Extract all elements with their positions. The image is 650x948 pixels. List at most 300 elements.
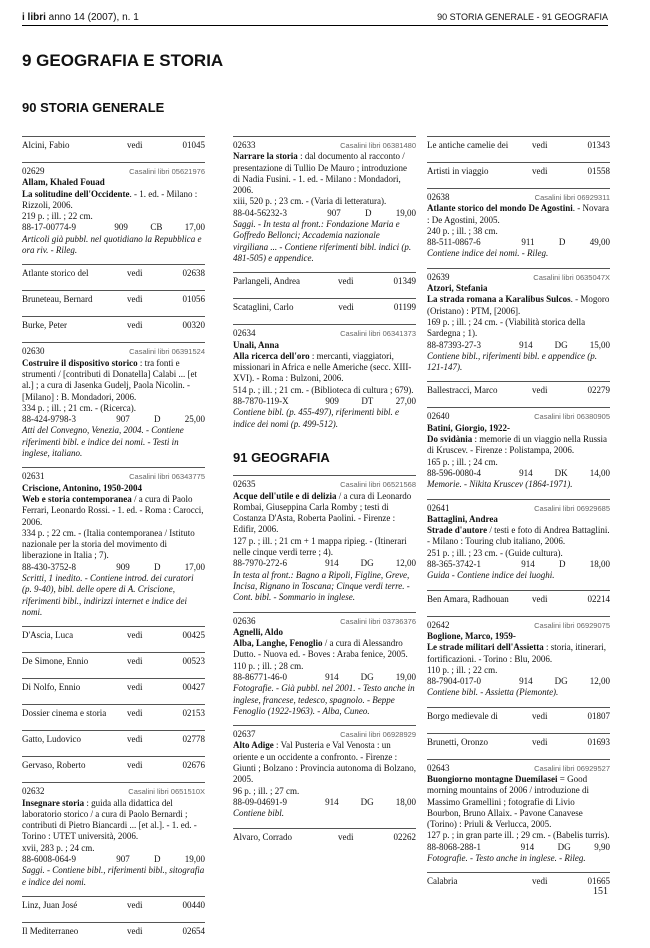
price: 27,00 — [395, 396, 416, 407]
entry-physical: 514 p. ; ill. ; 21 cm. - (Biblioteca di cultura ; 679). — [233, 384, 414, 395]
cross-reference — [22, 678, 205, 704]
vedi-label: vedi — [338, 302, 354, 313]
entry-title: Le strade militari dell'Assietta — [427, 642, 544, 653]
vedi-label: vedi — [127, 294, 143, 305]
entry-description — [427, 434, 610, 457]
isbn: 88-511-0867-6 — [427, 237, 481, 248]
reference-number: 01056 — [182, 294, 205, 305]
entry-title: La strada romana a Karalibus Sulcos — [427, 294, 571, 305]
entry-id-line — [427, 763, 610, 774]
entry-author: Battaglini, Andrea — [427, 513, 498, 524]
vedi-label: vedi — [338, 276, 354, 287]
entry-note: Saggi. - Contiene bibl., riferimenti bibl., sitografia e indice dei nomi. — [22, 865, 205, 887]
reference-name: Gatto, Ludovico — [22, 734, 81, 745]
cross-reference — [427, 590, 610, 616]
entry-title: La solitudine dell'Occidente — [22, 188, 130, 199]
running-header-right: 90 STORIA GENERALE - 91 GEOGRAFIA — [437, 12, 608, 22]
casalini-code: Casalini libri 06381480 — [340, 141, 416, 150]
entry-codes — [233, 558, 416, 569]
casalini-code: Casalini libri 0635047X — [533, 272, 610, 282]
entry-description — [233, 638, 416, 661]
vedi-label: vedi — [532, 876, 548, 887]
price: 15,00 — [589, 339, 610, 350]
journal-issue: anno 14 (2007), n. 1 — [45, 12, 139, 23]
dewey-class: 907 — [116, 853, 130, 864]
reference-name: Dossier cinema e storia — [22, 708, 107, 719]
reference-number: 01045 — [182, 140, 205, 150]
price: 19,00 — [395, 671, 416, 682]
entry-codes — [22, 562, 205, 573]
entry-codes — [427, 559, 610, 570]
vedi-label: vedi — [127, 925, 143, 936]
entry-note: Contiene bibl. - Assietta (Piemonte). — [427, 687, 559, 698]
reference-name: Ben Amara, Radhouan — [427, 593, 509, 604]
entry-publication: = Good morning mountains of 2006 / introduzione di Massimo Gramellini ; fotografie di Livio Bourbon, Bruno Allaix. - Pavone Canavese (Torino) : Priuli & Verlucca, 2005. — [427, 773, 589, 830]
vedi-label: vedi — [127, 630, 143, 641]
subject-code: D — [154, 853, 161, 864]
subject-code: DG — [360, 796, 374, 807]
vedi-label: vedi — [532, 140, 548, 150]
subject-code: CB — [150, 222, 163, 233]
cross-reference — [22, 730, 205, 756]
reference-number: 02778 — [182, 734, 205, 745]
price: 12,00 — [589, 676, 610, 687]
subject-code: D — [558, 237, 566, 248]
subject-code: D — [154, 561, 161, 572]
casalini-code: Casalini libri 03736376 — [340, 616, 416, 626]
isbn: 88-8068-288-1 — [427, 841, 481, 852]
entry-physical: 110 p. ; ill. ; 28 cm. — [233, 660, 304, 671]
entry-title: Costruire il dispositivo storico — [22, 357, 138, 368]
entry-id-line — [233, 140, 416, 151]
column-3 — [427, 136, 610, 898]
entry-description — [22, 798, 205, 843]
subject-code: DT — [361, 396, 374, 407]
catalog-entry — [233, 136, 416, 272]
entry-physical: 169 p. ; ill. ; 24 cm. - (Viabilità storica della Sardegna ; 1). — [427, 316, 586, 339]
entry-description — [427, 294, 610, 317]
entry-physical: 240 p. ; ill. ; 38 cm. — [427, 225, 498, 236]
reference-name: Borgo medievale di — [427, 710, 498, 721]
isbn: 88-09-04691-9 — [233, 796, 287, 807]
entry-codes — [22, 222, 205, 233]
cross-reference — [22, 316, 205, 342]
section-heading-90: 90 STORIA GENERALE — [22, 100, 165, 115]
isbn: 88-424-9798-3 — [22, 414, 76, 425]
entry-title: Buongiorno montagne Duemilasei — [427, 773, 558, 784]
price: 17,00 — [184, 222, 205, 233]
cross-reference — [22, 290, 205, 316]
entry-note: Contiene bibl. — [233, 808, 284, 819]
catalog-entry — [427, 616, 610, 707]
entry-note: In testa al front.: Bagno a Ripoli, Figline, Greve, Incisa, Rignano in Toscana; Cinque verdi terre. - Cont. bibl. - Sommario in inglese. — [233, 569, 410, 603]
isbn: 88-596-0080-4 — [427, 467, 481, 478]
casalini-code: Casalini libri 06341373 — [340, 329, 416, 339]
reference-name: D'Ascia, Luca — [22, 630, 74, 641]
reference-name: Parlangeli, Andrea — [233, 276, 300, 287]
entry-number: 02642 — [427, 619, 450, 630]
entry-physical: 127 p. ; ill. ; 21 cm + 1 mappa ripieg. - (Itinerari nelle cinque verdi terre ; 4). — [233, 535, 407, 558]
cross-reference — [22, 704, 205, 730]
entry-physical: xiii, 520 p. ; 23 cm. - (Varia di letteratura). — [233, 196, 387, 207]
entry-description — [233, 151, 416, 196]
entry-codes — [233, 208, 416, 219]
dewey-class: 907 — [116, 414, 130, 425]
reference-number: 02638 — [182, 268, 205, 279]
entry-note: Contiene bibl. (p. 455-497), riferimenti bibl. e indice dei nomi (p. 499-512). — [233, 407, 399, 429]
reference-number: 01558 — [587, 166, 610, 176]
entry-author: Agnelli, Aldo — [233, 626, 284, 637]
reference-number: 00320 — [182, 320, 205, 331]
price: 18,00 — [589, 559, 610, 570]
catalog-entry — [427, 407, 610, 498]
price: 12,00 — [395, 558, 416, 569]
reference-name: Il Mediterraneo — [22, 925, 79, 936]
vedi-label: vedi — [532, 593, 548, 604]
vedi-label: vedi — [127, 656, 143, 667]
entry-number: 02635 — [233, 479, 256, 490]
isbn: 88-17-00774-9 — [22, 222, 76, 233]
vedi-label: vedi — [127, 320, 143, 331]
entry-title: Atlante storico del mondo De Agostini — [427, 203, 573, 214]
reference-number: 01343 — [587, 140, 610, 150]
cross-reference — [233, 828, 416, 854]
casalini-code: Casalini libri 05621976 — [129, 167, 205, 176]
cross-reference — [22, 626, 205, 652]
column-2 — [233, 136, 416, 854]
isbn: 88-365-3742-1 — [427, 559, 481, 570]
chapter-title: 9 GEOGRAFIA E STORIA — [22, 51, 224, 70]
entry-title: Alto Adige — [233, 740, 274, 751]
casalini-code: Casalini libri 06929685 — [534, 503, 610, 513]
entry-description — [427, 203, 610, 226]
cross-reference — [22, 264, 205, 290]
dewey-class: 914 — [325, 671, 339, 682]
entry-title: Acque dell'utile e di delizia — [233, 490, 337, 501]
entry-physical: 96 p. ; ill. ; 27 cm. — [233, 785, 300, 796]
entry-physical: 251 p. ; ill. ; 23 cm. - (Guide cultura). — [427, 547, 563, 558]
casalini-code: Casalini libri 06929311 — [534, 193, 610, 202]
entry-codes — [427, 842, 610, 853]
entry-description — [22, 358, 205, 403]
subject-code: DG — [360, 558, 374, 569]
entry-description — [427, 774, 610, 830]
entry-number: 02643 — [427, 762, 450, 773]
catalog-entry — [22, 342, 205, 467]
entry-id-line — [22, 166, 205, 177]
price: 25,00 — [184, 414, 205, 425]
cross-reference — [427, 162, 610, 188]
cross-reference — [22, 756, 205, 782]
subject-code: D — [365, 207, 372, 218]
vedi-label: vedi — [532, 166, 548, 176]
vedi-label: vedi — [338, 831, 354, 842]
catalog-entry — [233, 612, 416, 726]
dewey-class: 914 — [325, 558, 339, 569]
reference-number: 01199 — [393, 302, 416, 313]
entry-physical: 334 p. ; 22 cm. - (Italia contemporanea / Istituto nazionale per la storia del movimento di liberazione in Italia ; 7). — [22, 527, 195, 561]
journal-name: i libri — [22, 12, 46, 23]
entry-publication: : dal documento al racconto / presentazione di Tullio De Mauro ; introduzione di Nadia Fusini. - 1. ed. - Milano : Mondadori, 2006. — [233, 151, 407, 196]
entry-id-line — [427, 192, 610, 203]
entry-publication: : guida alla didattica del laboratorio storico / a cura di Paolo Bernardi ; contributi di Pietro Biancardi ... [et al.]. - 1. ed. - Torino : UTET università, 2006. — [22, 797, 197, 842]
cross-reference — [427, 707, 610, 733]
vedi-label: vedi — [532, 710, 548, 721]
entry-note: Saggi. - In testa al front.: Fondazione Maria e Goffredo Bellonci; Accademia nazionale virgiliana ... - Contiene riferimenti bibl. indici (p. 481-505) e appendice. — [233, 219, 412, 263]
entry-id-line — [22, 346, 205, 357]
entry-id-line — [427, 503, 610, 514]
vedi-label: vedi — [127, 682, 143, 693]
reference-name: Artisti in viaggio — [427, 166, 489, 176]
entry-publication: : tra fonti e strumenti / [contributi di Donatella] Calabi ... [et al.] ; a cura di Jasenka Gudelj, Paola Nicolin. - [Milano] : B. Mondadori, 2006. — [22, 357, 197, 402]
price: 19,00 — [395, 207, 416, 218]
entry-number: 02638 — [427, 192, 450, 202]
entry-title: Alba, Langhe, Fenoglio — [233, 638, 323, 649]
page-number: 151 — [593, 886, 608, 897]
reference-number: 00427 — [182, 682, 205, 693]
price: 14,00 — [589, 467, 610, 478]
catalog-entry — [427, 188, 610, 268]
entry-title: Alla ricerca dell'oro — [233, 350, 310, 361]
reference-name: Ballestracci, Marco — [427, 385, 498, 396]
entry-title: Strade d'autore — [427, 525, 488, 536]
dewey-class: 914 — [519, 676, 533, 687]
section-heading-91: 91 GEOGRAFIA — [233, 449, 330, 465]
entry-number: 02631 — [22, 471, 45, 482]
entry-codes — [22, 414, 205, 425]
dewey-class: 909 — [325, 396, 339, 407]
reference-name: Scataglini, Carlo — [233, 302, 294, 313]
entry-author: Unali, Anna — [233, 339, 280, 350]
entry-number: 02641 — [427, 502, 450, 513]
entry-note: Guida - Contiene indice dei luoghi. — [427, 570, 555, 581]
entry-author: Atzori, Stefania — [427, 283, 488, 294]
entry-author: Allam, Khaled Fouad — [22, 177, 105, 188]
dewey-class: 914 — [519, 467, 533, 478]
entry-publication: : Val Pusteria e Val Venosta : un oriente e un occidente a confronto. - Firenze : Giunti ; Bolzano : Provincia autonoma di Bolzano, 2005. — [233, 740, 416, 785]
entry-codes — [427, 468, 610, 479]
entry-number: 02634 — [233, 328, 256, 339]
entry-number: 02637 — [233, 729, 256, 740]
entry-id-line — [233, 616, 416, 627]
casalini-code: Casalini libri 06391524 — [129, 347, 205, 357]
entry-description — [427, 525, 610, 548]
cross-reference — [427, 136, 610, 162]
entry-publication: / testi e foto di Andrea Battaglini. - Milano : Touring club italiano, 2006. — [427, 525, 610, 547]
reference-name: Le antiche camelie dei — [427, 140, 509, 150]
reference-number: 00425 — [182, 630, 205, 641]
vedi-label: vedi — [127, 734, 143, 745]
vedi-label: vedi — [127, 760, 143, 771]
reference-number: 02262 — [393, 831, 416, 842]
entry-physical: 127 p. ; in gran parte ill. ; 29 cm. - (Babelis turris). — [427, 830, 610, 841]
vedi-label: vedi — [127, 708, 143, 719]
entry-id-line — [427, 411, 610, 422]
subject-code: D — [154, 414, 161, 425]
entry-publication: . - Novara : De Agostini, 2005. — [427, 203, 609, 225]
entry-description — [427, 642, 610, 665]
dewey-class: 909 — [114, 222, 128, 233]
entry-publication: : storia, itinerari, fortificazioni. - Torino : Blu, 2006. — [427, 642, 606, 664]
running-header-left — [22, 12, 139, 23]
entry-note: Scritti, 1 inedito. - Contiene introd. dei curatori (p. 9-40), bibl. delle opere di A. Criscione, riferimenti bibl., indirizzi internet e indice dei nomi. — [22, 573, 194, 617]
cross-reference — [427, 872, 610, 898]
entry-publication: : memorie di un viaggio nella Russia di Kruscev. - Firenze : Polistampa, 2006. — [427, 434, 607, 456]
entry-note: Contiene bibl., riferimenti bibl. e appendice (p. 121-147). — [427, 350, 597, 373]
entry-author: Batini, Giorgio, 1922- — [427, 422, 510, 433]
entry-physical: 334 p. ; ill. ; 21 cm. - (Ricerca). — [22, 402, 136, 413]
dewey-class: 909 — [116, 561, 130, 572]
isbn: 88-7870-119-X — [233, 396, 289, 407]
entry-id-line — [427, 620, 610, 631]
reference-name: Linz, Juan José — [22, 899, 78, 910]
cross-reference — [233, 272, 416, 298]
isbn: 88-430-3752-8 — [22, 561, 76, 572]
casalini-code: Casalini libri 06380905 — [534, 412, 610, 422]
entry-id-line — [22, 471, 205, 482]
cross-reference — [22, 136, 205, 162]
vedi-label: vedi — [532, 736, 548, 747]
vedi-label: vedi — [127, 899, 143, 910]
entry-number: 02636 — [233, 615, 256, 626]
entry-description — [233, 740, 416, 785]
subject-code: DG — [557, 841, 571, 852]
dewey-class: 914 — [521, 559, 535, 570]
cross-reference — [22, 896, 205, 922]
subject-code: DG — [554, 676, 568, 687]
reference-name: De Simone, Ennio — [22, 656, 89, 667]
entry-publication: / a cura di Leonardo Rombai, Giuseppina Carla Romby ; testi di Costanza D'Asta, Roberta Paolini. - Firenze : Edifir, 2006. — [233, 490, 412, 535]
catalog-entry — [22, 782, 205, 896]
reference-number: 00440 — [182, 899, 205, 910]
entry-physical: 165 p. ; ill. ; 24 cm. — [427, 456, 498, 467]
vedi-label: vedi — [532, 385, 548, 396]
entry-number: 02639 — [427, 271, 450, 282]
casalini-code: Casalini libri 06929075 — [534, 620, 610, 630]
entry-note: Articoli già pubbl. nel quotidiano la Repubblica e ora riv. - Rileg. — [22, 233, 202, 256]
entry-codes — [427, 340, 610, 351]
cross-reference — [427, 381, 610, 407]
entry-codes — [233, 797, 416, 808]
header-rule — [22, 25, 608, 26]
entry-publication: / a cura di Paolo Ferrari, Leonardo Rossi. - 1. ed. - Roma : Carocci, 2006. — [22, 493, 204, 527]
entry-number: 02629 — [22, 166, 45, 176]
price: 9,90 — [594, 841, 610, 852]
isbn: 88-6008-064-9 — [22, 853, 76, 864]
subject-code: DG — [360, 671, 374, 682]
catalog-entry — [233, 475, 416, 611]
entry-codes — [427, 237, 610, 248]
entry-note: Contiene indice dei nomi. - Rileg. — [427, 248, 549, 259]
entry-note: Atti del Convegno, Venezia, 2004. - Contiene riferimenti bibl. e indice dei nomi. - Testi in inglese, italiano. — [22, 425, 184, 459]
catalog-entry — [22, 467, 205, 626]
reference-number: 01693 — [587, 736, 610, 747]
catalog-entry — [233, 324, 416, 438]
entry-codes — [22, 854, 205, 865]
entry-codes — [427, 676, 610, 687]
reference-name: Burke, Peter — [22, 320, 67, 331]
entry-author: Boglione, Marco, 1959- — [427, 630, 516, 641]
entry-description — [233, 491, 416, 536]
vedi-label: vedi — [127, 140, 143, 150]
entry-number: 02632 — [22, 786, 45, 797]
entry-id-line — [233, 328, 416, 339]
entry-codes — [233, 396, 416, 407]
entry-title: Do svidània — [427, 434, 473, 445]
cross-reference — [233, 298, 416, 324]
dewey-class: 914 — [325, 796, 339, 807]
entry-number: 02630 — [22, 346, 45, 357]
entry-title: Narrare la storia — [233, 151, 298, 162]
entry-publication: . - Mogoro (Oristano) : PTM, [2006]. — [427, 294, 610, 316]
dewey-class: 907 — [327, 207, 341, 218]
entry-id-line — [233, 479, 416, 490]
casalini-code: Casalini libri 0651510X — [128, 787, 205, 797]
reference-name: Di Nolfo, Ennio — [22, 682, 81, 693]
price: 17,00 — [184, 561, 205, 572]
casalini-code: Casalini libri 06343775 — [129, 472, 205, 482]
entry-number: 02640 — [427, 411, 450, 422]
subject-code: D — [559, 559, 566, 570]
catalog-entry — [427, 499, 610, 590]
entry-physical: 110 p. ; ill. ; 22 cm. — [427, 664, 498, 675]
reference-name: Alvaro, Corrado — [233, 831, 292, 842]
reference-number: 02279 — [587, 385, 610, 396]
isbn: 88-87393-27-3 — [427, 339, 481, 350]
casalini-code: Casalini libri 06521568 — [340, 480, 416, 490]
entry-codes — [233, 672, 416, 683]
dewey-class: 914 — [520, 841, 535, 852]
cross-reference — [22, 922, 205, 948]
isbn: 88-86771-46-0 — [233, 671, 287, 682]
reference-name: Atlante storico del — [22, 268, 89, 279]
entry-physical: 219 p. ; ill. ; 22 cm. — [22, 211, 93, 222]
entry-physical: xvii, 283 p. ; 24 cm. — [22, 842, 95, 853]
entry-description — [233, 351, 416, 385]
entry-note: Fotografie. - Già pubbl. nel 2001. - Testo anche in inglese, francese, tedesco, spagnolo. - Beppe Fenoglio (1922-1963). - Alba, Cuneo. — [233, 683, 415, 716]
reference-number: 02214 — [587, 593, 610, 604]
casalini-code: Casalini libri 06929527 — [534, 763, 610, 773]
reference-number: 01807 — [587, 710, 610, 721]
reference-number: 02676 — [182, 760, 205, 771]
entry-publication: / a cura di Alessandro Dutto. - Nuova ed. - Boves : Araba fenice, 2005. — [233, 638, 408, 660]
dewey-class: 914 — [519, 339, 533, 350]
catalog-entry — [233, 725, 416, 827]
isbn: 88-04-56232-3 — [233, 207, 287, 218]
reference-number: 00523 — [182, 656, 205, 667]
entry-description — [22, 189, 205, 212]
subject-code: DG — [554, 339, 568, 350]
catalog-entry — [427, 268, 610, 382]
reference-name: Brunetti, Oronzo — [427, 736, 488, 747]
isbn: 88-7904-017-0 — [427, 676, 481, 687]
price: 19,00 — [184, 853, 205, 864]
price: 18,00 — [395, 796, 416, 807]
subject-code: DK — [554, 467, 568, 478]
cross-reference — [22, 652, 205, 678]
entry-publication: : mercanti, viaggiatori, missionari in Africa e nelle Americhe (secc. XIII-XVI). - Roma : Bulzoni, 2006. — [233, 350, 412, 384]
reference-name: Bruneteau, Bernard — [22, 294, 93, 305]
reference-number: 02153 — [182, 708, 205, 719]
entry-description — [22, 494, 205, 528]
reference-name: Gervaso, Roberto — [22, 760, 86, 771]
reference-number: 01665 — [587, 876, 610, 887]
reference-name: Calabria — [427, 876, 458, 887]
entry-note: Fotografie. - Testo anche in inglese. - Rileg. — [427, 853, 586, 864]
entry-id-line — [427, 272, 610, 283]
entry-id-line — [233, 729, 416, 740]
isbn: 88-7970-272-6 — [233, 558, 287, 569]
